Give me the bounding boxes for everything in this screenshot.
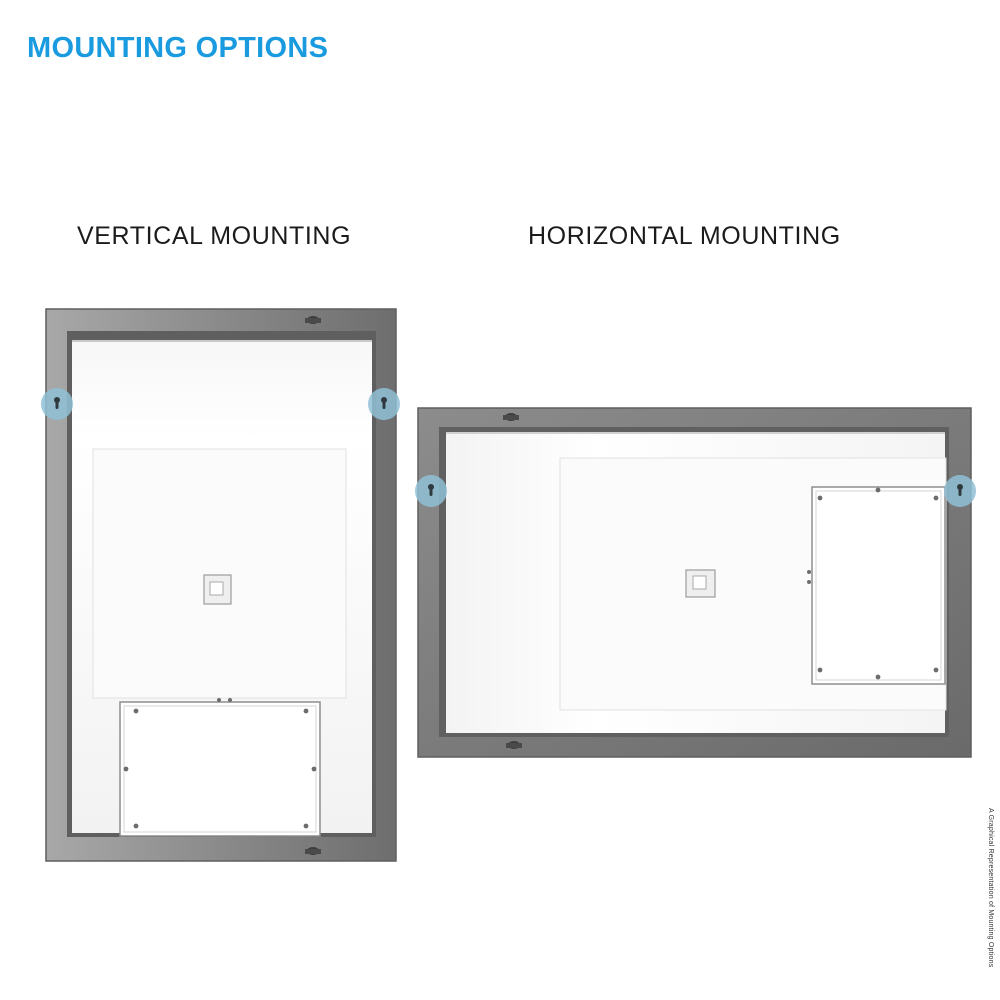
vertical-mirror [41, 309, 400, 861]
vertical-mirror-light-panel [93, 449, 346, 698]
switch-icon [686, 570, 715, 597]
footnote: A Graphical Representation of Mounting Options [987, 808, 994, 968]
horizontal-mounting-label: HORIZONTAL MOUNTING [528, 222, 841, 250]
keyhole-icon [415, 475, 447, 507]
horizontal-mirror [415, 408, 976, 757]
horizontal-mirror-junction-box [807, 487, 945, 684]
vertical-mirror-junction-box [120, 698, 320, 836]
page-title: MOUNTING OPTIONS [27, 32, 329, 64]
switch-icon [204, 575, 231, 604]
keyhole-icon [944, 475, 976, 507]
keyhole-icon [41, 388, 73, 420]
vertical-mounting-label: VERTICAL MOUNTING [77, 222, 352, 250]
keyhole-icon [368, 388, 400, 420]
